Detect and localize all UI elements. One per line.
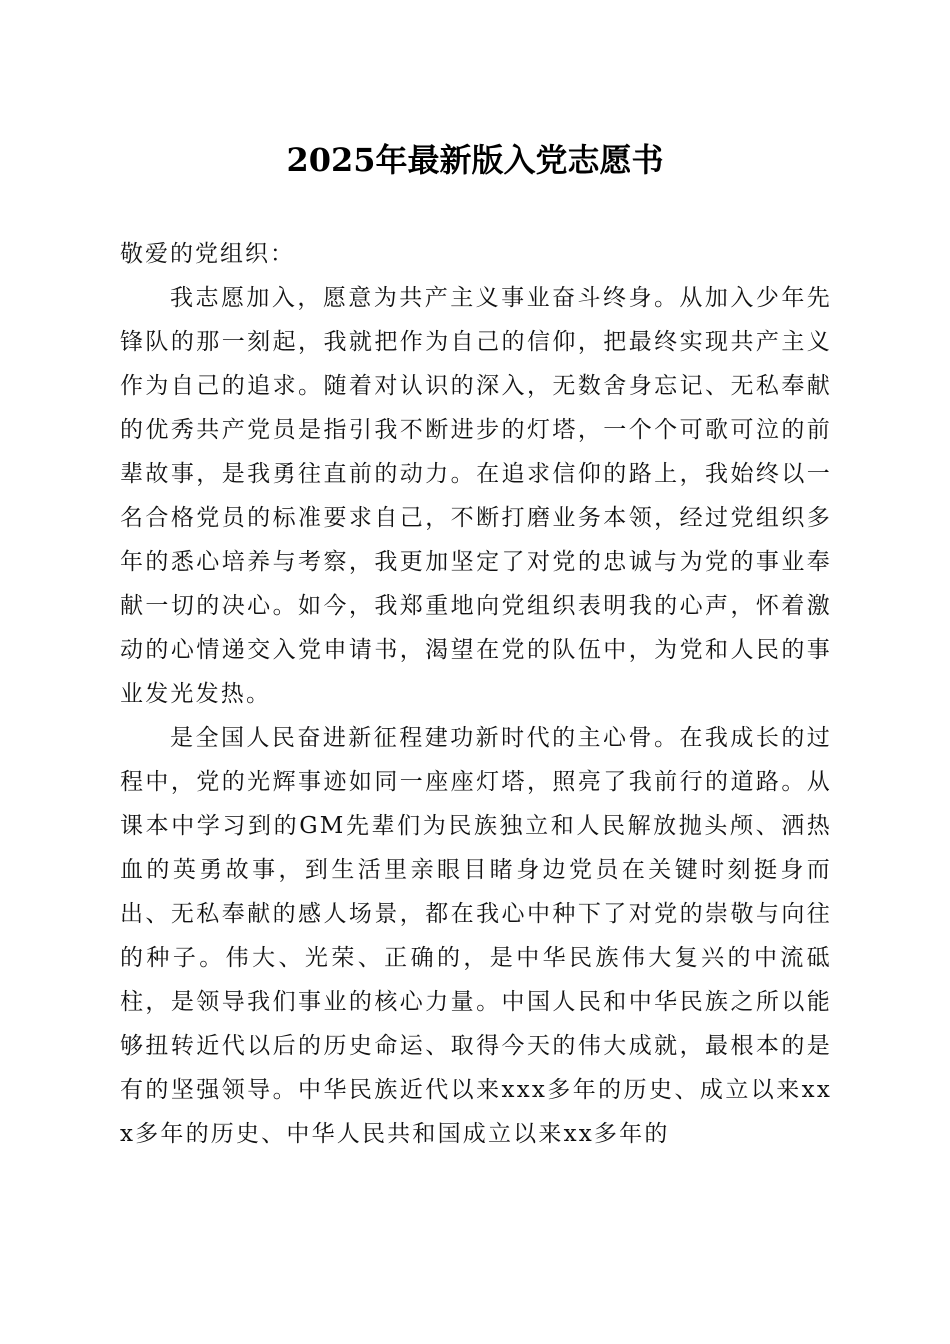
paragraph-2: 是全国人民奋进新征程建功新时代的主心骨。在我成长的过程中，党的光辉事迹如同一座座灯塔，照亮了我前行的道路。从课本中学习到的GM先辈们为民族独立和人民解放抛头颅、洒热血的英勇故事，到生活里亲眼目睹身边党员在关键时刻挺身而出、无私奉献的感人场景，都在我心中种下了对党的崇敬与向往的种子。伟大、光荣、正确的，是中华民族伟大复兴的中流砥柱，是领导我们事业的核心力量。中国人民和中华民族之所以能够扭转近代以后的历史命运、取得今天的伟大成就，最根本的是有的坚强领导。中华民族近代以来xxx多年的历史、成立以来xxx多年的历史、中华人民共和国成立以来xx多年的	[120, 725, 832, 1147]
paragraph-1: 我志愿加入，愿意为共产主义事业奋斗终身。从加入少年先锋队的那一刻起，我就把作为自己的信仰，把最终实现共产主义作为自己的追求。随着对认识的深入，无数舍身忘记、无私奉献的优秀共产党员是指引我不断进步的灯塔，一个个可歌可泣的前辈故事，是我勇往直前的动力。在追求信仰的路上，我始终以一名合格党员的标准要求自己，不断打磨业务本领，经过党组织多年的悉心培养与考察，我更加坚定了对党的忠诚与为党的事业奉献一切的决心。如今，我郑重地向党组织表明我的心声，怀着激动的心情递交入党申请书，渴望在党的队伍中，为党和人民的事业发光发热。	[120, 285, 832, 707]
salutation: 敬爱的党组织：	[120, 241, 295, 267]
document-body	[120, 232, 832, 1156]
document-title: 2025年最新版入党志愿书	[286, 141, 664, 179]
